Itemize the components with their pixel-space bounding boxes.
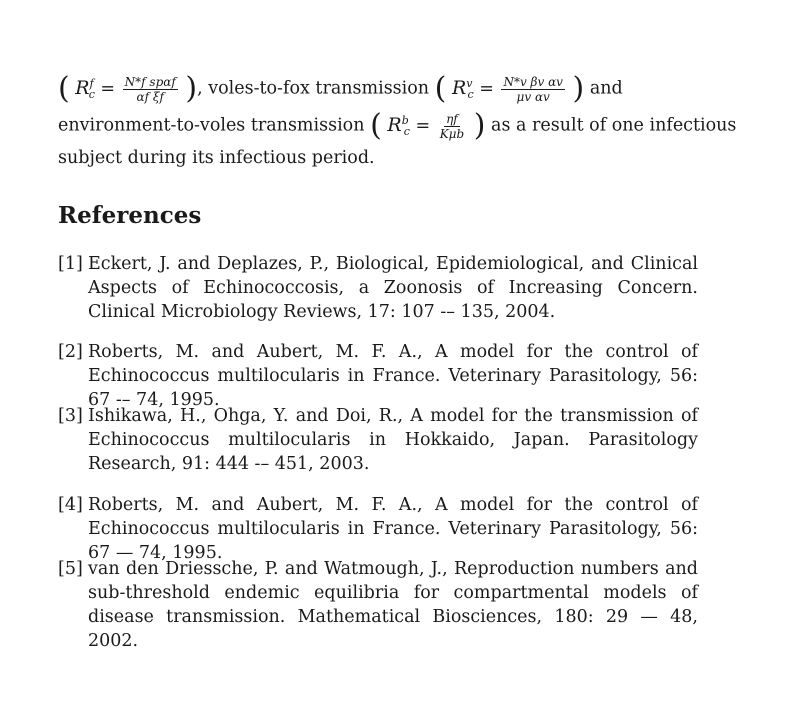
reference-item bbox=[58, 252, 698, 324]
reference-item bbox=[58, 404, 698, 476]
reference-text: Eckert, J. and Deplazes, P., Biological, Epidemiological, and Clinical Aspects of Echinococcosis, a Zoonosis of Increasing Concern. Clinical Microbiology Reviews, 17: 107 -– 135, 2004. bbox=[88, 254, 698, 322]
reference-label: [2] bbox=[58, 342, 83, 362]
reference-item bbox=[58, 557, 698, 653]
reference-label: [4] bbox=[58, 495, 83, 515]
reference-label: [3] bbox=[58, 406, 83, 426]
intro-line-3: subject during its infectious period. bbox=[58, 148, 375, 168]
equation-rcf: $R^f_c$ = $\frac{\text{N*f spαf}}{\text{αf ξf}}$ bbox=[75, 74, 176, 104]
reference-text: Roberts, M. and Aubert, M. F. A., A model for the control of Echinococcus multilocularis in France. Veterinary Parasitology, 56: 67 — 74, 1995. bbox=[88, 495, 698, 563]
reference-item bbox=[58, 340, 698, 412]
reference-text: Ishikawa, H., Ohga, Y. and Doi, R., A model for the transmission of Echinococcus multilocularis in Hokkaido, Japan. Parasitology Research, 91: 444 -– 451, 2003. bbox=[88, 406, 698, 474]
reference-label: [5] bbox=[58, 559, 83, 579]
reference-label: [1] bbox=[58, 254, 83, 274]
section-title: References bbox=[58, 202, 202, 229]
intro-line-2: environment-to-voles transmission ( $R^b_c$ = $\frac{\eta f}{\text{Kμb}}$ ) as a result of one infectious bbox=[58, 108, 737, 143]
intro-line-1: ( $R^f_c$ = $\frac{\text{N*f spαf}}{\text{αf ξf}}$ ), voles-to-fox transmission ( $R^v_c$ = $\frac{\text{N*v βv αv}}{\text{μv αv}}$ ) and bbox=[58, 71, 623, 106]
reference-item bbox=[58, 493, 698, 565]
equation-rcv: $R^v_c$ = $\frac{\text{N*v βv αv}}{\text{μv αv}}$ bbox=[451, 74, 563, 104]
reference-text: Roberts, M. and Aubert, M. F. A., A model for the control of Echinococcus multilocularis in France. Veterinary Parasitology, 56: 67 -– 74, 1995. bbox=[88, 342, 698, 410]
equation-rcb: $R^b_c$ = $\frac{\eta f}{\text{Kμb}}$ bbox=[387, 111, 465, 141]
reference-text: van den Driessche, P. and Watmough, J., Reproduction numbers and sub-threshold endemic equilibria for compartmental models of disease transmission. Mathematical Biosciences, 180: 29 — 48, 2002. bbox=[88, 559, 698, 651]
